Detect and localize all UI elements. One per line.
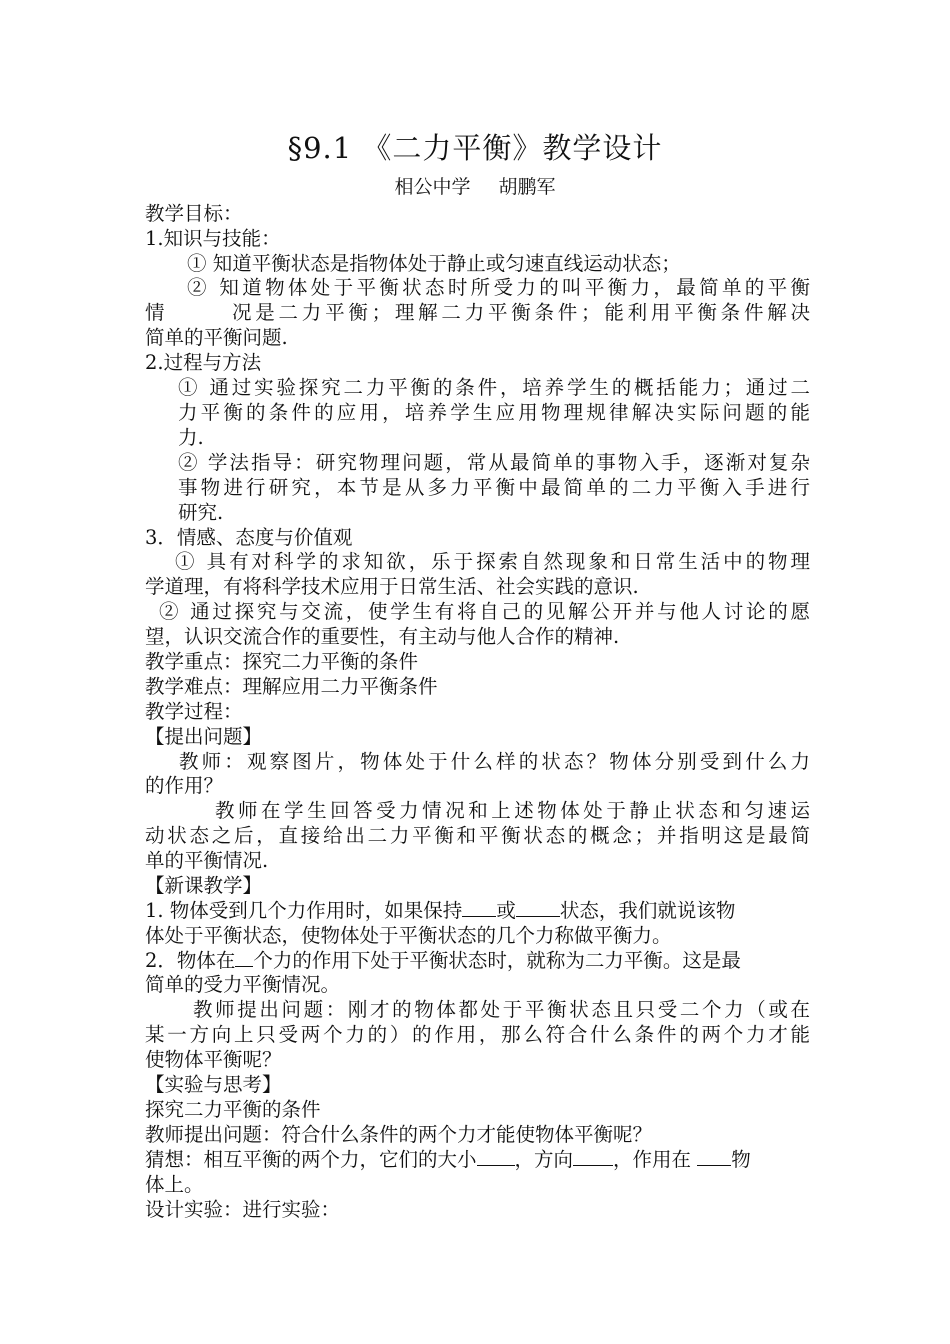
paragraph-line: 力平衡的条件的应用，培养学生应用物理规律解决实际问题的能 xyxy=(178,401,810,424)
paragraph-line: 情 xyxy=(145,301,165,324)
answer-blank xyxy=(516,899,560,917)
paragraph-line: 简单的受力平衡情况。 xyxy=(145,973,341,996)
section-new-lesson: 【新课教学】 xyxy=(145,874,263,897)
paragraph-line: 的作用？ xyxy=(145,774,224,797)
paragraph-line: 体上。 xyxy=(145,1173,204,1196)
attitude-heading: 3．情感、态度与价值观 xyxy=(145,526,353,549)
paragraph-line: 教师提出问题：刚才的物体都处于平衡状态且只受二个力（或在 xyxy=(193,998,810,1021)
paragraph-line: 设计实验：进行实验： xyxy=(145,1198,341,1221)
key-point: 教学重点：探究二力平衡的条件 xyxy=(145,650,419,673)
text-segment: 物 xyxy=(731,1148,751,1171)
author-line xyxy=(0,174,950,200)
paragraph-line: ① 知道平衡状态是指物体处于静止或匀速直线运动状态； xyxy=(187,252,681,275)
answer-blank xyxy=(477,1148,515,1166)
paragraph-line: 望，认识交流合作的重要性，有主动与他人合作的精神. xyxy=(145,625,620,648)
process-heading: 2.过程与方法 xyxy=(145,351,262,374)
answer-blank xyxy=(462,899,496,917)
difficult-point: 教学难点：理解应用二力平衡条件 xyxy=(145,675,438,698)
paragraph-line: 单的平衡情况. xyxy=(145,849,269,872)
text-segment: 或 xyxy=(496,899,516,922)
paragraph-line: 某一方向上只受两个力的）的作用，那么符合什么条件的两个力才能 xyxy=(145,1023,810,1046)
paragraph-line: ② 学法指导：研究物理问题，常从最简单的事物入手，逐渐对复杂 xyxy=(178,451,810,474)
answer-blank xyxy=(573,1148,613,1166)
text-segment: 个力的作用下处于平衡状态时，就称为二力平衡。这是最 xyxy=(253,949,741,972)
paragraph-line: 学道理，有将科学技术应用于日常生活、社会实践的意识. xyxy=(145,575,639,598)
paragraph-line: ① 通过实验探究二力平衡的条件，培养学生的概括能力；通过二 xyxy=(178,376,810,399)
section-experiment: 【实验与思考】 xyxy=(145,1073,282,1096)
answer-blank xyxy=(235,949,253,967)
paragraph-line: 动状态之后，直接给出二力平衡和平衡状态的概念；并指明这是最简 xyxy=(145,824,810,847)
paragraph-line: 简单的平衡问题. xyxy=(145,326,288,349)
author-school: 相公中学 xyxy=(394,176,471,198)
text-segment: 猜想：相互平衡的两个力，它们的大小 xyxy=(145,1148,477,1171)
objectives-heading: 教学目标： xyxy=(145,202,243,225)
text-segment: ，作用在 xyxy=(613,1148,698,1171)
paragraph-line: 研究. xyxy=(178,501,224,524)
paragraph-line: 况是二力平衡；理解二力平衡条件；能利用平衡条件解决 xyxy=(232,301,810,324)
section-ask-question: 【提出问题】 xyxy=(145,725,263,748)
paragraph-line: ② 通过探究与交流，使学生有将自己的见解公开并与他人讨论的愿 xyxy=(159,600,810,623)
paragraph-line: 教师：观察图片，物体处于什么样的状态？物体分别受到什么力 xyxy=(179,750,810,773)
paragraph-line: 教师在学生回答受力情况和上述物体处于静止状态和匀速运 xyxy=(215,799,810,822)
text-segment: 状态，我们就说该物 xyxy=(559,899,736,922)
author-name: 胡鹏军 xyxy=(498,176,556,198)
paragraph-line: 教师提出问题：符合什么条件的两个力才能使物体平衡呢？ xyxy=(145,1123,653,1146)
paragraph-line: 事物进行研究，本节是从多力平衡中最简单的二力平衡入手进行 xyxy=(178,476,810,499)
knowledge-heading: 1.知识与技能： xyxy=(145,227,281,250)
fill-blank-line xyxy=(145,948,810,973)
paragraph-line: 力. xyxy=(178,426,204,449)
paragraph-line: 体处于平衡状态，使物体处于平衡状态的几个力称做平衡力。 xyxy=(145,924,672,947)
paragraph-line: ① 具有对科学的求知欲，乐于探索自然现象和日常生活中的物理 xyxy=(175,550,810,573)
text-segment: 2．物体在 xyxy=(145,949,236,972)
answer-blank xyxy=(697,1148,731,1166)
document-title: §9.1 《二力平衡》教学设计 xyxy=(287,131,663,165)
paragraph-line: ② 知道物体处于平衡状态时所受力的叫平衡力，最简单的平衡 xyxy=(187,276,810,299)
text-segment: ，方向 xyxy=(514,1148,574,1171)
fill-blank-line xyxy=(145,1147,810,1172)
text-segment: 1. 物体受到几个力作用时，如果保持 xyxy=(145,899,463,922)
fill-blank-line xyxy=(145,898,810,923)
process-title: 教学过程： xyxy=(145,700,243,723)
paragraph-line: 使物体平衡呢？ xyxy=(145,1048,282,1071)
paragraph-line: 探究二力平衡的条件 xyxy=(145,1098,321,1121)
